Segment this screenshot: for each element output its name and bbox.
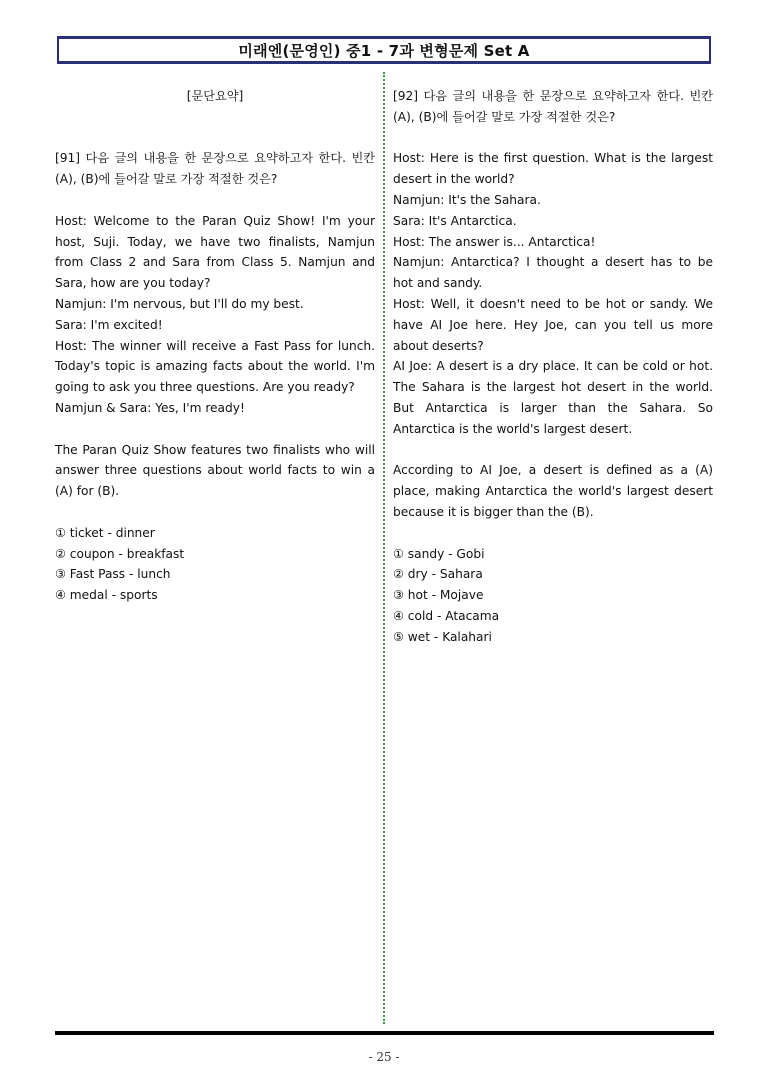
answer-option: ⑤ wet - Kalahari — [393, 629, 492, 644]
answer-option: ① sandy - Gobi — [393, 546, 485, 561]
answer-option: ④ cold - Atacama — [393, 608, 500, 623]
question-91: [91] 다음 글의 내용을 한 문장으로 요약하고자 한다. 빈칸 (A), (B)에 들어갈 말로 가장 적절한 것은? — [55, 151, 375, 187]
answer-option: ② dry - Sahara — [393, 567, 483, 582]
passage-line: AI Joe: A desert is a dry place. It can be cold or hot. The Sahara is the largest hot desert in the world. But Antarctica is larger than the Sahara. So Antarctica is the world's largest desert. — [393, 359, 713, 436]
column-divider — [383, 72, 385, 1024]
passage-line: Host: The winner will receive a Fast Pass for lunch. Today's topic is amazing facts about the world. I'm going to ask you three questions. Are you ready? — [55, 338, 375, 395]
answer-option: ③ hot - Mojave — [393, 588, 484, 603]
passage-line: Sara: I'm excited! — [55, 317, 163, 332]
passage-line: Namjun: It's the Sahara. — [393, 192, 541, 207]
summary-sentence: The Paran Quiz Show features two finalists who will answer three questions about world facts to win a (A) for (B). — [55, 442, 375, 499]
answer-option: ② coupon - breakfast — [55, 546, 185, 561]
section-label: [문단요약] — [186, 89, 244, 103]
passage-line: Host: The answer is... Antarctica! — [393, 234, 596, 249]
passage-line: Host: Well, it doesn't need to be hot or sandy. We have AI Joe here. Hey Joe, can you tell us more about deserts? — [393, 296, 713, 353]
question-92: [92] 다음 글의 내용을 한 문장으로 요약하고자 한다. 빈칸 (A), (B)에 들어갈 말로 가장 적절한 것은? — [393, 89, 713, 124]
passage-line: Namjun: I'm nervous, but I'll do my best. — [55, 296, 304, 311]
left-column — [55, 86, 375, 606]
answer-option: ④ medal - sports — [55, 588, 158, 603]
footer-rule — [55, 1031, 714, 1035]
passage-line: Sara: It's Antarctica. — [393, 213, 517, 228]
passage-line: Host: Here is the first question. What is the largest desert in the world? — [393, 151, 713, 187]
passage-line: Namjun: Antarctica? I thought a desert has to be hot and sandy. — [393, 255, 713, 291]
right-column — [393, 86, 713, 648]
answer-option: ① ticket - dinner — [55, 525, 155, 540]
page-title: 미래엔(문영인) 중1 - 7과 변형문제 Set A — [57, 36, 711, 64]
passage-line: Namjun & Sara: Yes, I'm ready! — [55, 400, 245, 415]
answer-option: ③ Fast Pass - lunch — [55, 567, 171, 582]
summary-sentence: According to AI Joe, a desert is defined as a (A) place, making Antarctica the world's largest desert because it is bigger than the (B). — [393, 463, 713, 519]
page-number: - 25 - — [368, 1050, 400, 1064]
passage-line: Host: Welcome to the Paran Quiz Show! I'm your host, Suji. Today, we have two finalists, Namjun from Class 2 and Sara from Class 5. Namjun and Sara, how are you today? — [55, 213, 375, 291]
